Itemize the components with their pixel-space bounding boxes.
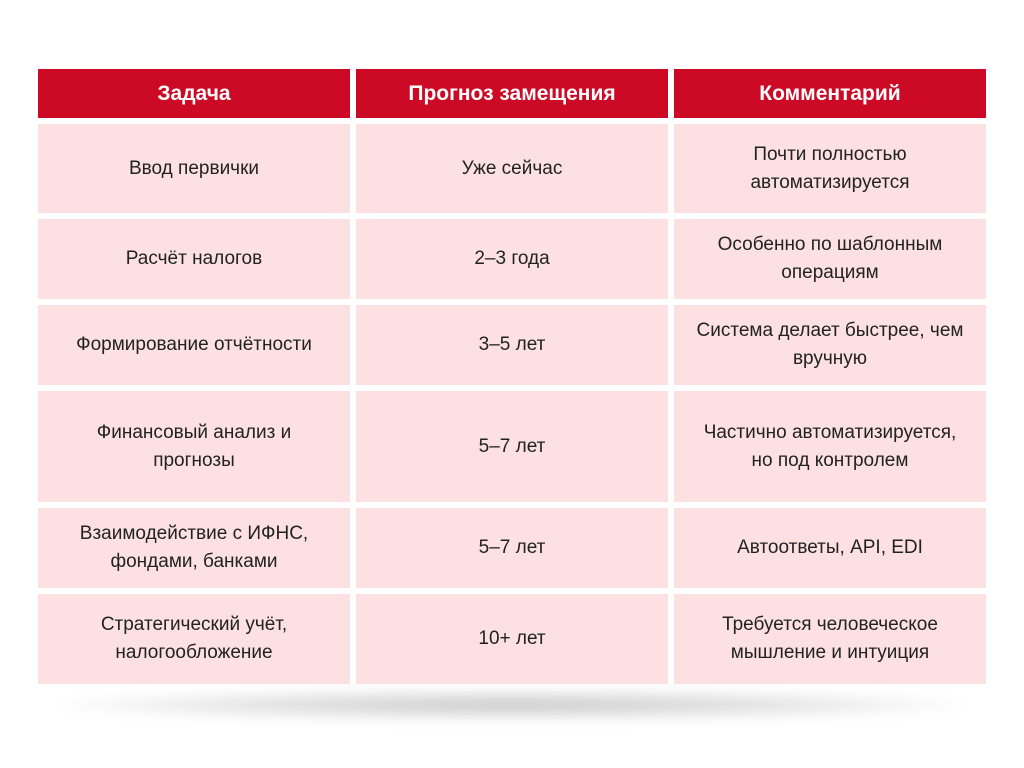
table-row	[38, 508, 986, 588]
table-row	[38, 305, 986, 385]
forecast-cell: 3–5 лет	[356, 305, 668, 385]
comment-cell: Особенно по шаблонным операциям	[674, 219, 986, 299]
table-row	[38, 124, 986, 213]
table-row	[38, 391, 986, 502]
forecast-cell: Уже сейчас	[356, 124, 668, 213]
forecast-cell: 10+ лет	[356, 594, 668, 684]
comment-cell: Почти полностью автоматизируется	[674, 124, 986, 213]
table-row	[38, 594, 986, 684]
task-cell: Формирование отчётности	[38, 305, 350, 385]
forecast-cell: 2–3 года	[356, 219, 668, 299]
comment-cell: Частично автоматизируется, но под контролем	[674, 391, 986, 502]
task-cell: Расчёт налогов	[38, 219, 350, 299]
task-cell: Финансовый анализ и прогнозы	[38, 391, 350, 502]
forecast-cell: 5–7 лет	[356, 391, 668, 502]
comment-cell: Требуется человеческое мышление и интуиция	[674, 594, 986, 684]
task-cell: Ввод первички	[38, 124, 350, 213]
comment-cell: Система делает быстрее, чем вручную	[674, 305, 986, 385]
header-forecast: Прогноз замещения	[356, 69, 668, 118]
table-shadow	[60, 690, 964, 720]
header-comment: Комментарий	[674, 69, 986, 118]
forecast-cell: 5–7 лет	[356, 508, 668, 588]
comment-cell: Автоответы, API, EDI	[674, 508, 986, 588]
forecast-table	[38, 69, 986, 690]
header-task: Задача	[38, 69, 350, 118]
table-row	[38, 219, 986, 299]
task-cell: Взаимодействие с ИФНС, фондами, банками	[38, 508, 350, 588]
table-header-row	[38, 69, 986, 118]
task-cell: Стратегический учёт, налогообложение	[38, 594, 350, 684]
